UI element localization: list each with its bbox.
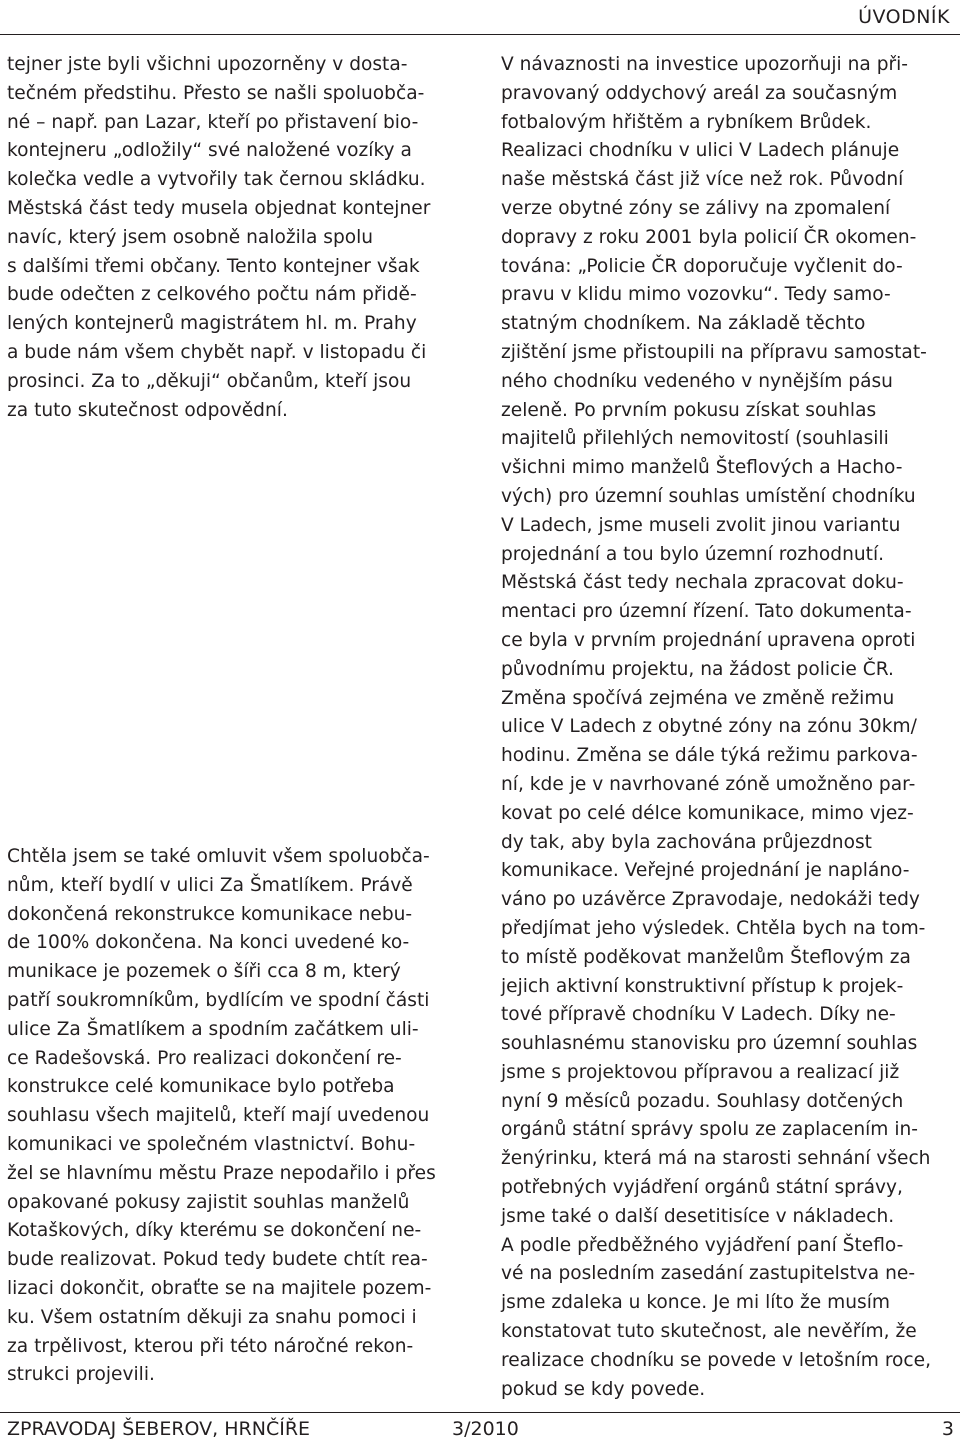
text-line: kontejneru „odložily“ své naložené vozíky a — [7, 140, 412, 162]
text-line: za trpělivost, kterou při této náročné rekon- — [7, 1335, 414, 1357]
text-line: ku. Všem ostatním děkuji za snahu pomoci i — [7, 1306, 417, 1328]
text-line: verze obytné zóny se zálivy na zpomalení — [501, 197, 891, 219]
text-line: prosinci. Za to „děkuji“ občanům, kteří jsou — [7, 370, 412, 392]
text-line: lizaci dokončit, obraťte se na majitele pozem- — [7, 1277, 432, 1299]
text-line: s dalšími třemi občany. Tento kontejner však — [7, 255, 420, 277]
text-line: bude odečten z celkového počtu nám přidě- — [7, 284, 417, 306]
text-line: strukci projevili. — [7, 1364, 155, 1386]
text-line: komunikace. Veřejné projednání je napláno- — [501, 860, 910, 882]
text-line: tejner jste byli všichni upozorněny v dosta- — [7, 54, 408, 75]
text-line: tečném předstihu. Přesto se našli spoluobča- — [7, 82, 425, 104]
text-line: navíc, který jsem osobně naložila spolu — [7, 226, 374, 248]
text-line: ce Radešovská. Pro realizaci dokončení re- — [7, 1047, 402, 1069]
text-line: váno po uzávěrce Zpravodaje, nedokáži tedy — [501, 889, 920, 911]
text-line: bude realizovat. Pokud tedy budete chtít rea- — [7, 1249, 428, 1271]
text-line: jsme s projektovou přípravou a realizací již — [501, 1061, 900, 1083]
text-line: ženýrinku, která má na starosti sehnání všech — [501, 1148, 931, 1170]
text-line: tována: „Policie ČR doporučuje vyčlenit do- — [501, 255, 903, 277]
text-line: předjímat jeho výsledek. Chtěla bych na tom- — [501, 917, 926, 939]
text-line: lených kontejnerů magistrátem hl. m. Prahy — [7, 313, 417, 335]
text-line: mentaci pro územní řízení. Tato dokumenta- — [501, 601, 912, 623]
text-line: dy tak, aby byla zachována průjezdnost — [501, 831, 872, 853]
text-line: nyní 9 měsíců pozadu. Souhlasy dotčených — [501, 1090, 904, 1112]
left-column-paragraph-2 — [7, 843, 467, 1390]
text-line: ce byla v prvním projednání upravena oproti — [501, 629, 916, 651]
text-line: jsme také o další desetitisíce v nákladech. — [501, 1205, 895, 1227]
text-line: Změna spočívá zejména ve změně režimu — [501, 687, 895, 709]
text-line: a bude nám všem chybět např. v listopadu či — [7, 341, 427, 363]
page-footer — [7, 1418, 957, 1448]
text-line: dopravy z roku 2001 byla policií ČR okomen- — [501, 226, 917, 248]
text-line: za tuto skutečnost odpovědní. — [7, 399, 288, 421]
text-line: potřebných vyjádření orgánů státní správy, — [501, 1177, 903, 1199]
text-line: Městská část tedy musela objednat kontejner — [7, 197, 431, 219]
text-line: patří soukromníkům, bydlícím ve spodní části — [7, 989, 430, 1011]
text-line: né – např. pan Lazar, kteří po přistavení bio- — [7, 111, 419, 133]
footer-rule — [0, 1412, 960, 1413]
text-line: jejich aktivní konstruktivní přístup k projek- — [501, 975, 904, 997]
text-line: fotbalovým hřištěm a rybníkem Brůdek. — [501, 111, 872, 133]
right-column-paragraph-1 — [501, 51, 957, 1404]
text-line: Městská část tedy nechala zpracovat doku- — [501, 572, 904, 594]
left-column-paragraph-1 — [7, 51, 467, 425]
text-line: původnímu projektu, na žádost policie ČR. — [501, 658, 894, 680]
text-line: kovat po celé délce komunikace, mimo vjez- — [501, 802, 914, 824]
text-line: kolečka vedle a vytvořily tak černou skládku. — [7, 169, 426, 191]
text-line: orgánů státní správy spolu ze zaplacením in- — [501, 1119, 918, 1141]
text-line: ulice V Ladech z obytné zóny na zónu 30km/ — [501, 716, 917, 738]
text-line: V návaznosti na investice upozorňuji na při- — [501, 54, 909, 75]
text-line: komunikaci ve společném vlastnictví. Bohu- — [7, 1133, 416, 1155]
text-line: vé na posledním zasedání zastupitelstva ne- — [501, 1263, 916, 1285]
text-line: pokud se kdy povede. — [501, 1378, 706, 1400]
text-line: Realizaci chodníku v ulici V Ladech plánuje — [501, 140, 900, 162]
text-line: statným chodníkem. Na základě těchto — [501, 313, 866, 335]
text-line: souhlasnému stanovisku pro územní souhlas — [501, 1033, 918, 1055]
header-rule — [0, 34, 960, 35]
text-line: vých) pro územní souhlas umístění chodníku — [501, 485, 916, 507]
text-line: A podle předběžného vyjádření paní Šteflo- — [501, 1234, 904, 1256]
text-line: všichni mimo manželů Šteflových a Hacho- — [501, 457, 903, 479]
text-line: ní, kde je v navrhované zóně umožněno par- — [501, 773, 916, 795]
text-line: naše městská část již více než rok. Původní — [501, 169, 904, 191]
publication-name: ZPRAVODAJ ŠEBEROV, HRNČÍŘE — [7, 1418, 311, 1440]
text-line: projednání a tou bylo územní rozhodnutí. — [501, 543, 885, 565]
text-line: dokončená rekonstrukce komunikace nebu- — [7, 903, 413, 925]
text-line: ulice Za Šmatlíkem a spodním začátkem uli- — [7, 1018, 419, 1040]
text-line: pravovaný oddychový areál za současným — [501, 82, 898, 104]
text-line: de 100% dokončena. Na konci uvedené ko- — [7, 932, 410, 954]
text-line: majitelů přilehlých nemovitostí (souhlasili — [501, 428, 889, 450]
text-line: souhlasu všech majitelů, kteří mají uvedenou — [7, 1105, 430, 1127]
text-line: pravu v klidu mimo vozovku“. Tedy samo- — [501, 284, 891, 306]
text-line: zjištění jsme přistoupili na přípravu samostat- — [501, 341, 927, 363]
text-line: to místě poděkovat manželům Šteflovým za — [501, 946, 911, 968]
text-line: Chtěla jsem se také omluvit všem spoluobča- — [7, 846, 430, 867]
issue-number: 3/2010 — [452, 1418, 519, 1440]
text-line: ného chodníku vedeného v nynějším pásu — [501, 370, 893, 392]
text-line: Kotaškových, díky kterému se dokončení ne- — [7, 1220, 422, 1242]
text-line: realizace chodníku se povede v letošním roce, — [501, 1349, 931, 1371]
text-line: žel se hlavnímu městu Praze nepodařilo i přes — [7, 1162, 436, 1184]
text-line: konstrukce celé komunikace bylo potřeba — [7, 1076, 395, 1098]
text-line: V Ladech, jsme museli zvolit jinou variantu — [501, 514, 901, 536]
text-line: munikace je pozemek o šíři cca 8 m, který — [7, 961, 401, 983]
page-number: 3 — [941, 1418, 954, 1440]
text-line: zeleně. Po prvním pokusu získat souhlas — [501, 399, 877, 421]
text-line: konstatovat tuto skutečnost, ale nevěřím, že — [501, 1321, 917, 1343]
text-line: nům, kteří bydlí v ulici Za Šmatlíkem. Právě — [7, 874, 413, 896]
text-line: hodinu. Změna se dále týká režimu parkova- — [501, 745, 918, 767]
text-line: tové přípravě chodníku V Ladech. Díky ne- — [501, 1004, 896, 1026]
text-line: opakované pokusy zajistit souhlas manželů — [7, 1191, 410, 1213]
text-line: jsme zdaleka u konce. Je mi líto že musím — [501, 1292, 890, 1314]
section-label: ÚVODNÍK — [858, 6, 950, 28]
